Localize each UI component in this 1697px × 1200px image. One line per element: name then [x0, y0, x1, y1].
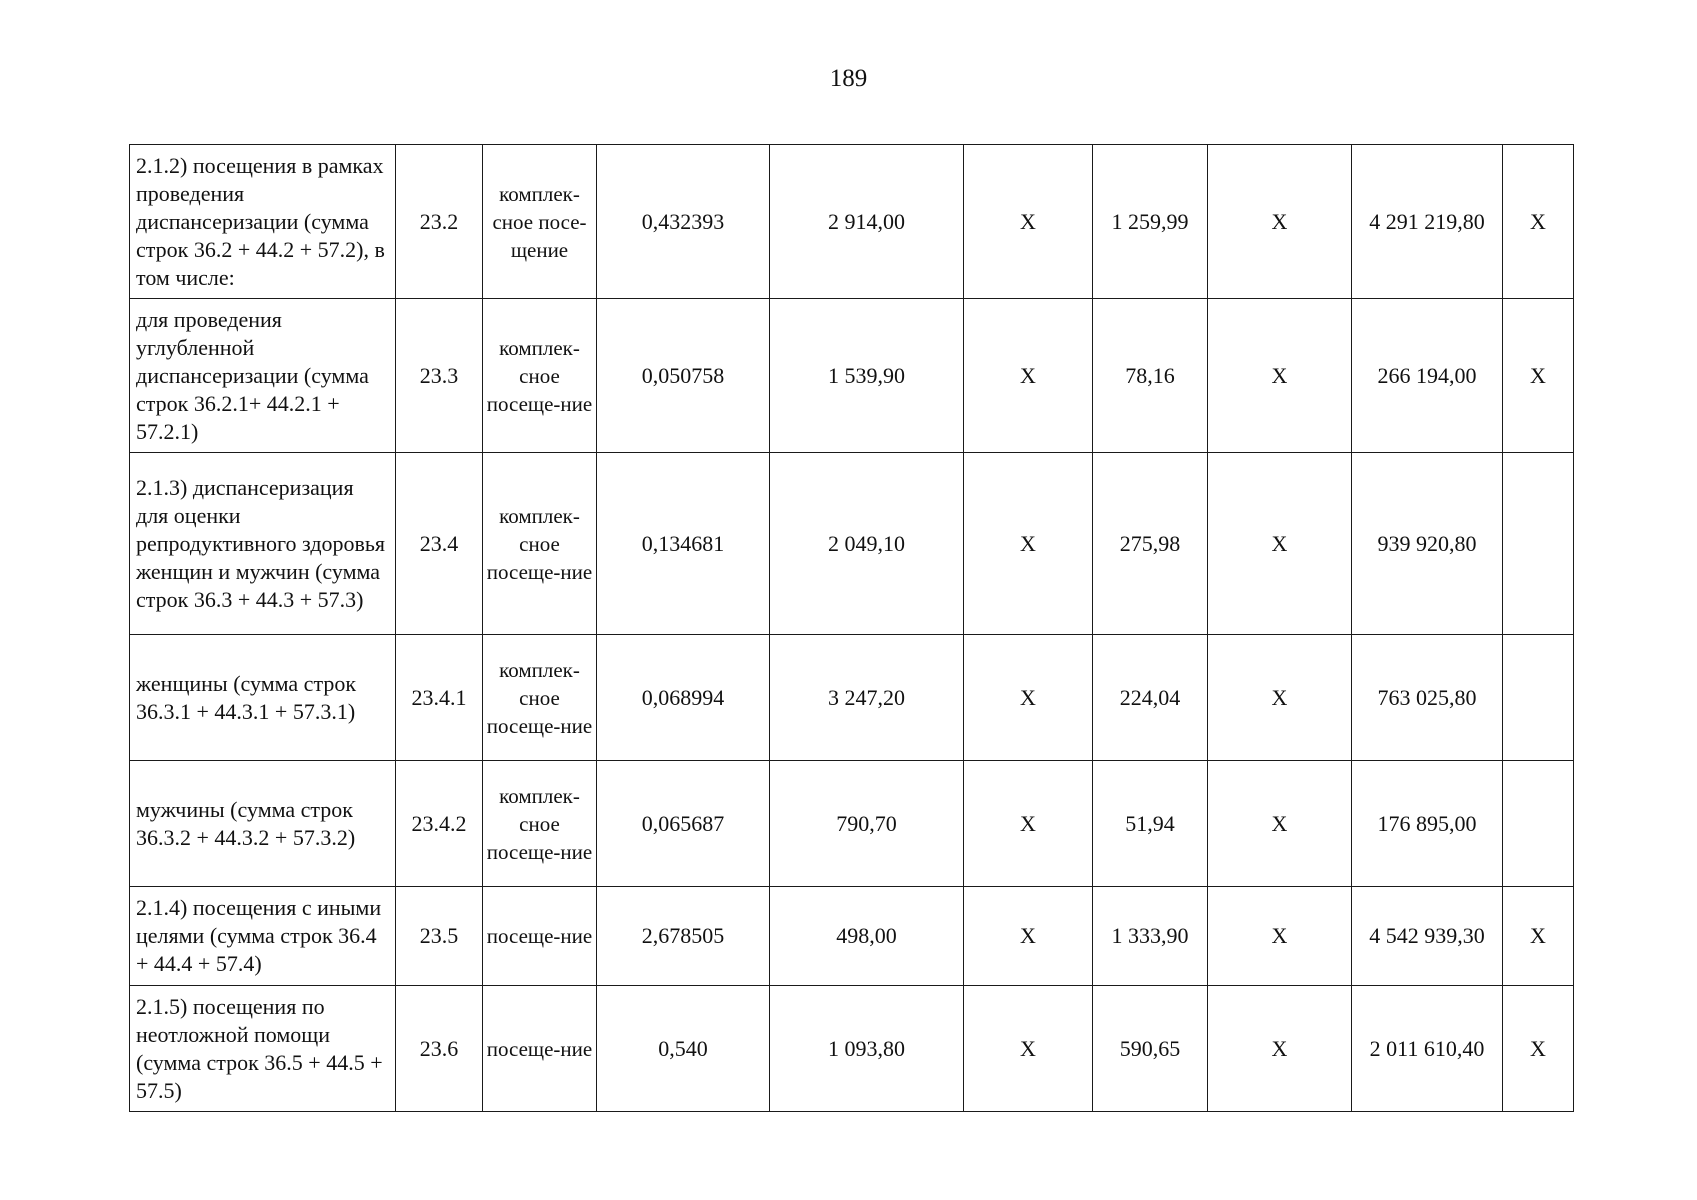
- row-unit: комплек-сное посеще-ние: [483, 299, 597, 453]
- row-total: 176 895,00: [1352, 761, 1503, 887]
- row-mark-3: [1503, 453, 1574, 635]
- row-code: 23.3: [396, 299, 483, 453]
- row-total: 763 025,80: [1352, 635, 1503, 761]
- row-cost: 2 049,10: [770, 453, 964, 635]
- row-mark-3: [1503, 635, 1574, 761]
- row-cost: 2 914,00: [770, 145, 964, 299]
- row-cost: 1 093,80: [770, 986, 964, 1112]
- row-mark-2: Х: [1208, 145, 1352, 299]
- table-row: [130, 986, 1574, 1112]
- row-norm: 2,678505: [597, 887, 770, 986]
- row-norm: 0,050758: [597, 299, 770, 453]
- row-description: 2.1.2) посещения в рамках проведения диспансеризации (сумма строк 36.2 + 44.2 + 57.2), в том числе:: [130, 145, 396, 299]
- row-mark-3: Х: [1503, 299, 1574, 453]
- row-total: 2 011 610,40: [1352, 986, 1503, 1112]
- row-mark-3: Х: [1503, 986, 1574, 1112]
- table-row: [130, 299, 1574, 453]
- row-per-capita: 590,65: [1093, 986, 1208, 1112]
- row-per-capita: 78,16: [1093, 299, 1208, 453]
- row-unit: комплек-сное посеще-ние: [483, 761, 597, 887]
- row-mark-1: Х: [964, 761, 1093, 887]
- table-row: [130, 887, 1574, 986]
- row-description: 2.1.3) диспансеризация для оценки репродуктивного здоровья женщин и мужчин (сумма строк 36.3 + 44.3 + 57.3): [130, 453, 396, 635]
- row-mark-1: Х: [964, 145, 1093, 299]
- row-total: 266 194,00: [1352, 299, 1503, 453]
- row-mark-2: Х: [1208, 453, 1352, 635]
- row-norm: 0,065687: [597, 761, 770, 887]
- row-mark-1: Х: [964, 887, 1093, 986]
- row-total: 4 542 939,30: [1352, 887, 1503, 986]
- row-code: 23.2: [396, 145, 483, 299]
- row-total: 939 920,80: [1352, 453, 1503, 635]
- row-code: 23.6: [396, 986, 483, 1112]
- row-code: 23.5: [396, 887, 483, 986]
- row-mark-1: Х: [964, 635, 1093, 761]
- row-mark-1: Х: [964, 986, 1093, 1112]
- row-per-capita: 1 333,90: [1093, 887, 1208, 986]
- row-per-capita: 275,98: [1093, 453, 1208, 635]
- row-mark-2: Х: [1208, 635, 1352, 761]
- row-cost: 498,00: [770, 887, 964, 986]
- table-row: [130, 635, 1574, 761]
- row-mark-2: Х: [1208, 761, 1352, 887]
- row-code: 23.4.1: [396, 635, 483, 761]
- row-description: для проведения углубленной диспансеризации (сумма строк 36.2.1+ 44.2.1 + 57.2.1): [130, 299, 396, 453]
- row-code: 23.4.2: [396, 761, 483, 887]
- data-table: [129, 144, 1574, 1112]
- row-mark-1: Х: [964, 299, 1093, 453]
- row-norm: 0,068994: [597, 635, 770, 761]
- row-description: мужчины (сумма строк 36.3.2 + 44.3.2 + 57.3.2): [130, 761, 396, 887]
- table-row: [130, 761, 1574, 887]
- row-unit: посеще-ние: [483, 887, 597, 986]
- row-unit: комплек-сное посеще-ние: [483, 635, 597, 761]
- row-unit: посеще-ние: [483, 986, 597, 1112]
- row-mark-2: Х: [1208, 299, 1352, 453]
- row-per-capita: 1 259,99: [1093, 145, 1208, 299]
- table-row: [130, 145, 1574, 299]
- row-norm: 0,134681: [597, 453, 770, 635]
- row-mark-3: Х: [1503, 145, 1574, 299]
- row-cost: 1 539,90: [770, 299, 964, 453]
- row-description: 2.1.4) посещения с иными целями (сумма строк 36.4 + 44.4 + 57.4): [130, 887, 396, 986]
- row-mark-3: [1503, 761, 1574, 887]
- row-per-capita: 51,94: [1093, 761, 1208, 887]
- row-norm: 0,540: [597, 986, 770, 1112]
- row-per-capita: 224,04: [1093, 635, 1208, 761]
- row-cost: 790,70: [770, 761, 964, 887]
- row-description: 2.1.5) посещения по неотложной помощи (сумма строк 36.5 + 44.5 + 57.5): [130, 986, 396, 1112]
- row-cost: 3 247,20: [770, 635, 964, 761]
- row-mark-1: Х: [964, 453, 1093, 635]
- row-description: женщины (сумма строк 36.3.1 + 44.3.1 + 57.3.1): [130, 635, 396, 761]
- row-mark-2: Х: [1208, 887, 1352, 986]
- row-norm: 0,432393: [597, 145, 770, 299]
- row-code: 23.4: [396, 453, 483, 635]
- row-total: 4 291 219,80: [1352, 145, 1503, 299]
- row-mark-3: Х: [1503, 887, 1574, 986]
- page-number: 189: [829, 65, 868, 92]
- row-unit: комплек-сное посе-щение: [483, 145, 597, 299]
- row-unit: комплек-сное посеще-ние: [483, 453, 597, 635]
- table-row: [130, 453, 1574, 635]
- row-mark-2: Х: [1208, 986, 1352, 1112]
